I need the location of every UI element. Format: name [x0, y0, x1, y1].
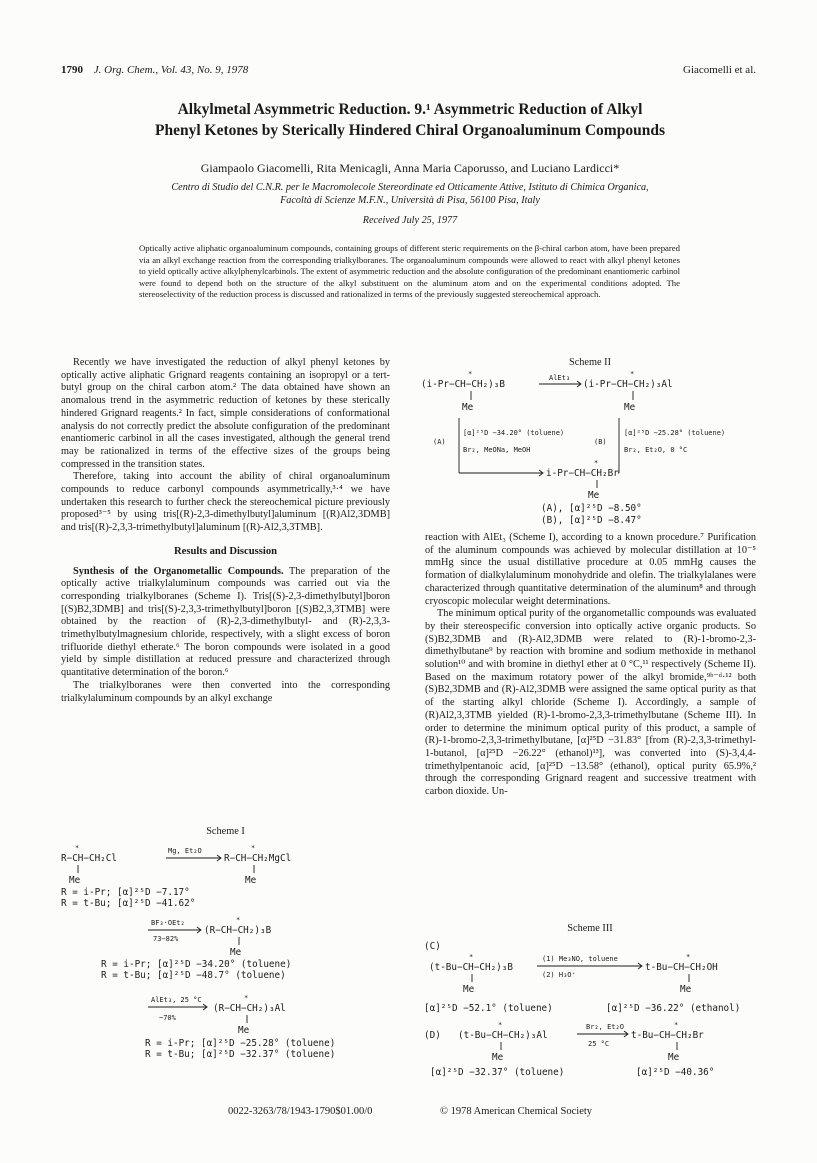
scheme-2-conditions-b: Br₂, Et₂O, 0 °C [624, 446, 688, 454]
affiliation-line-1: Centro di Studio del C.N.R. per le Macromolecole Stereordinate ed Otticamente Attive, Istituto di Chimica Organica, [171, 182, 649, 193]
scheme-2-result-b: (B), [α]²⁵D −8.47° [541, 515, 642, 526]
scheme-1-reagent-1: Mg, Et₂O [168, 847, 202, 855]
chiral-star: * [594, 459, 599, 467]
scheme-3-c-rotation-2: [α]²⁵D −36.22° (ethanol) [606, 1003, 741, 1014]
chiral-star: * [236, 916, 241, 924]
runin-heading: Synthesis of the Organometallic Compounds. [73, 565, 284, 577]
scheme-1-label: Scheme I [206, 826, 245, 837]
scheme-1-tbu-rotation: R = t-Bu; [α]²⁵D −41.62° [61, 898, 196, 909]
scheme-2-me: Me [462, 402, 474, 413]
scheme-3-c-reagent-1: (1) Me₃NO, toluene [542, 955, 618, 963]
scheme-1 [61, 840, 396, 1078]
scheme-1-me: Me [238, 1025, 250, 1036]
scheme-2-me: Me [624, 402, 636, 413]
chiral-star: * [674, 1021, 679, 1029]
scheme-2-label-b: (B) [594, 438, 607, 446]
scheme-3-d-rotation-1: [α]²⁵D −32.37° (toluene) [430, 1067, 565, 1078]
scheme-2-label: Scheme II [568, 357, 612, 368]
chiral-star: * [498, 1021, 503, 1029]
scheme-1-borane-tbu: R = t-Bu; [α]²⁵D −48.7° (toluene) [101, 970, 286, 981]
scheme-2-label-a: (A) [433, 438, 446, 446]
chiral-star: * [75, 844, 80, 852]
scheme-2-conditions-a: Br₂, MeONa, MeOH [463, 446, 531, 454]
right-column [425, 532, 756, 799]
scheme-3-me: Me [680, 984, 692, 995]
scheme-3-d-reagent-2: 25 °C [588, 1040, 610, 1048]
scheme-3-c-rotation-1: [α]²⁵D −52.1° (toluene) [424, 1003, 553, 1014]
chiral-star: * [244, 994, 249, 1002]
running-header [61, 64, 248, 76]
chiral-star: * [251, 844, 256, 852]
scheme-1-me: Me [69, 875, 81, 886]
affiliation [60, 181, 760, 207]
section-heading: Results and Discussion [173, 545, 278, 557]
scheme-3-label-d: (D) [424, 1030, 441, 1041]
scheme-3 [424, 937, 769, 1087]
scheme-1-yield-2: 73−82% [153, 935, 179, 943]
scheme-3-c-reactant: (t-Bu−CH−CH₂)₃B [429, 962, 513, 973]
scheme-2-rotation-a: [α]²⁵D −34.20° (toluene) [463, 429, 565, 437]
scheme-3-me: Me [492, 1052, 504, 1063]
scheme-2-reagent: AlEt₃ [549, 374, 571, 382]
scheme-2-result-a: (A), [α]²⁵D −8.50° [541, 503, 642, 514]
paragraph: The minimum optical purity of the organometallic compounds was evaluated by their stereospecific conversion into optically active organic products. So (S)B2,3DMB and (R)-Al2,3DMB were related to (R)-1-bromo-2,3-dimethylbutane⁹ by reaction with bromine and sodium methoxide in methanol solution¹⁰ and with bromine in diethyl ether at 0 °C,¹¹ respectively (Scheme II). Based on the maximum rotatory power of the alkyl bromide,⁹ᵇ⁻ᵈ·¹² both (S)B2,3DMB and (R)-Al2,3DMB were assigned the same optical purity as that of the starting alkyl chloride (Scheme I). Accordingly, a sample of (R)Al2,3,3TMB yielded (R)-1-bromo-2,3,3-trimethylbutane (Scheme III). In order to determine the minimum optical purity of this product, a sample of (R)-1-bromo-2,3,3-trimethylbutane, [α]²⁵D −31.83° [from (R)-2,3,3-trimethyl-1-butanol, [α]²⁵D −26.22° (ethanol)¹³], was converted into (S)-3,4,4-trimethylpentanoic acid, [α]²⁵D −13.58° (ethanol), optical purity 65.9%,² through the corresponding Grignard reagent and successive treatment with carbon dioxide. Un- [425, 608, 756, 798]
scheme-3-c-reagent-2: (2) H₃O⁺ [542, 971, 576, 979]
scheme-2-rotation-b: [α]²⁵D −25.28° (toluene) [624, 429, 726, 437]
chiral-star: * [630, 370, 635, 378]
paragraph: Therefore, taking into account the ability of chiral organoaluminum compounds to reduce carbonyl compounds asymmetrically,³·⁴ we have undertaken this research to further check the stereochemical picture previously proposed³⁻⁵ by using tris[(R)-2,3-dimethylbutyl]aluminum [(R)Al2,3DMB] and tris[(R)-2,3,3-trimethylbutyl]aluminum [(R)-Al2,3,3TMB]. [61, 471, 390, 534]
chiral-star: * [469, 953, 474, 961]
left-column [61, 357, 390, 705]
scheme-3-d-product: t-Bu−CH−CH₂Br [631, 1030, 704, 1041]
scheme-3-c-product: t-Bu−CH−CH₂OH [645, 962, 718, 973]
scheme-1-ipr-rotation: R = i-Pr; [α]²⁵D −7.17° [61, 887, 190, 898]
abstract: Optically active aliphatic organoaluminum compounds, containing groups of different steric requirements on the β-chiral carbon atom, have been prepared via an alkyl exchange reaction from the corresponding trialkylboranes. The organoaluminum compounds were allowed to react with alkyl phenyl ketones to yield optically active alkylphenylcarbinols. The extent of asymmetric reduction and the absolute configuration of the predominant enantiomeric carbinol were found to depend both on the structure of the alkyl substituent on the aluminum atom and on the experimental conditions adopted. The stereoselectivity of the reduction process is discussed and rationalized in terms of the previously suggested stereochemical approach. [139, 243, 680, 300]
scheme-1-borane-ipr: R = i-Pr; [α]²⁵D −34.20° (toluene) [101, 959, 292, 970]
scheme-2-bromide: i-Pr−CH−CH₂Br [546, 468, 619, 479]
paragraph [61, 566, 390, 680]
scheme-1-alane-tbu: R = t-Bu; [α]²⁵D −32.37° (toluene) [145, 1049, 336, 1060]
scheme-3-d-reactant: (t-Bu−CH−CH₂)₃Al [458, 1030, 548, 1041]
scheme-1-yield-3: ~70% [159, 1014, 176, 1022]
footer-code: 0022-3263/78/1943-1790$01.00/0 [228, 1106, 373, 1117]
article-title-line-1: Alkylmetal Asymmetric Reduction. 9.¹ Asymmetric Reduction of Alkyl [177, 101, 643, 118]
scheme-1-product-2: (R−CH−CH₂)₃B [204, 925, 272, 936]
scheme-2-product: (i-Pr−CH−CH₂)₃Al [583, 379, 673, 390]
author-list: Giampaolo Giacomelli, Rita Menicagli, Anna Maria Caporusso, and Luciano Lardicci* [200, 161, 620, 175]
scheme-3-label-c: (C) [424, 941, 441, 952]
scheme-3-d-rotation-2: [α]²⁵D −40.36° [636, 1067, 715, 1078]
paragraph: Recently we have investigated the reduction of alkyl phenyl ketones by optically active aliphatic Grignard reagents containing an isopropyl or a tert-butyl group on the chiral carbon atom.² The data obtained have shown an anomalous trend in the asymmetric reduction of ketones by these sterically hindered Grignard reagents.² In fact, simple considerations of conformational analysis do not correctly predict the absolute configuration of the predominant enantiomeric carbinol in all the cases investigated, although the general trend may be rationalized in terms of the effective sizes of the groups being compressed in the transition states. [61, 357, 390, 470]
scheme-1-me: Me [245, 875, 257, 886]
scheme-1-reagent-2: BF₃·OEt₂ [151, 919, 185, 927]
scheme-1-alane-ipr: R = i-Pr; [α]²⁵D −25.28° (toluene) [145, 1038, 336, 1049]
scheme-1-reagent-3: AlEt₃, 25 °C [151, 996, 202, 1004]
article-title-line-2: Phenyl Ketones by Sterically Hindered Chiral Organoaluminum Compounds [155, 122, 665, 139]
scheme-1-product-3: (R−CH−CH₂)₃Al [213, 1003, 286, 1014]
paragraph: The trialkylboranes were then converted into the corresponding trialkylaluminum compounds by an alkyl exchange [61, 679, 390, 704]
scheme-1-reactant: R−CH−CH₂Cl [61, 853, 117, 864]
footer-copyright: © 1978 American Chemical Society [440, 1106, 593, 1117]
scheme-2-me: Me [588, 490, 600, 501]
scheme-3-me: Me [463, 984, 475, 995]
chiral-star: * [468, 370, 473, 378]
received-date: Received July 25, 1977 [362, 215, 458, 226]
scheme-1-product-1: R−CH−CH₂MgCl [224, 853, 292, 864]
journal-citation: J. Org. Chem., Vol. 43, No. 9, 1978 [93, 64, 249, 76]
scheme-2 [421, 370, 761, 510]
scheme-3-label: Scheme III [567, 923, 613, 934]
page-number: 1790 [61, 64, 83, 76]
scheme-3-me: Me [668, 1052, 680, 1063]
scheme-3-d-reagent-1: Br₂, Et₂O [586, 1023, 624, 1031]
affiliation-line-2: Facoltà di Scienze M.F.N., Università di Pisa, 56100 Pisa, Italy [280, 195, 540, 206]
scheme-2-reactant: (i-Pr−CH−CH₂)₃B [421, 379, 505, 390]
paragraph: reaction with AlEt₃ (Scheme I), according to a known procedure.⁷ Purification of the aluminum compounds was achieved by molecular distillation at 10⁻⁵ mmHg since the usual distillative procedure at 0.05 mmHg causes the formation of dialkylaluminum monohydride and olefin. The trialkylalanes were characterized through quantitative determination of the aluminum⁸ and through cryoscopic molecular weight determinations. [425, 532, 756, 607]
chiral-star: * [686, 953, 691, 961]
scheme-1-me: Me [230, 947, 242, 958]
running-author: Giacomelli et al. [683, 64, 756, 76]
paragraph-text: The preparation of the optically active trialkylaluminum compounds was carried out via the corresponding trialkylboranes (Scheme I). Tris[(S)-2,3-dimethylbutyl]boron [(S)B2,3DMB] and tris[(S)-2,3,3-trimethylbutyl]boron [(S)B2,3,3TMB] were obtained by the reaction of (R)-2,3-dimethylbutyl- and (R)-2,3,3-trimethylbutylmagnesium chloride, respectively, with a slight excess of boron trifluoride diethyl etherate.⁶ The boron compounds were isolated in a good yield by simple distillation at reduced pressure and characterized through quantitative determination of the boron.⁶ [61, 565, 390, 679]
